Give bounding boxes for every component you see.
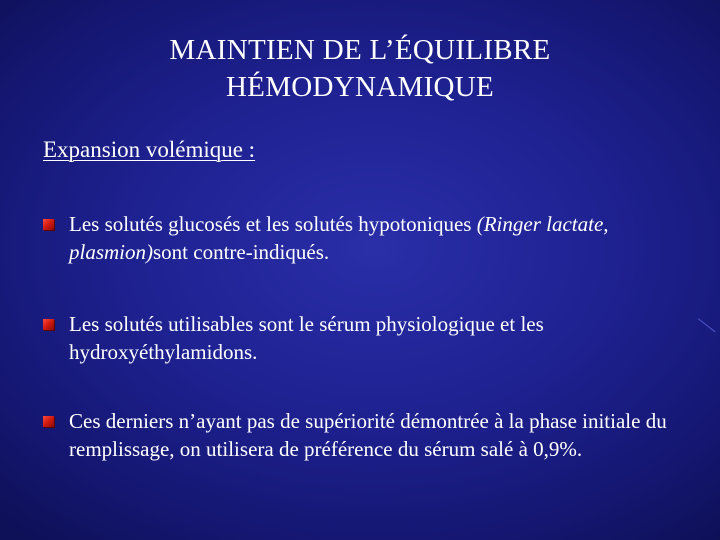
bullet-item-1 <box>43 210 683 266</box>
bullet-text-1 <box>69 210 683 266</box>
bullet-item-2 <box>43 310 683 366</box>
section-heading: Expansion volémique : <box>43 137 256 162</box>
square-bullet-icon <box>43 319 54 330</box>
bullet-item-3 <box>43 407 683 463</box>
bullet-text-2: Les solutés utilisables sont le sérum physiologique et les hydroxyéthylamidons. <box>69 312 544 364</box>
square-bullet-icon <box>43 416 54 427</box>
bullet-text-1-italic: (Ringer lactate, plasmion) <box>69 212 609 264</box>
bullet-text-1-part-a: Les solutés glucosés et les solutés hypotoniques <box>69 212 477 236</box>
square-bullet-icon <box>43 219 54 230</box>
decorative-line <box>698 318 716 332</box>
bullet-text-3: Ces derniers n’ayant pas de supériorité démontrée à la phase initiale du remplissage, on utilisera de préférence du sérum salé à 0,9%. <box>69 409 667 461</box>
slide-title-line-1: MAINTIEN DE L’ÉQUILIBRE <box>169 34 551 66</box>
slide-title-line-2: HÉMODYNAMIQUE <box>225 71 495 103</box>
bullet-text-1-part-b: sont contre-indiqués. <box>153 240 330 264</box>
slide-title <box>0 32 720 106</box>
